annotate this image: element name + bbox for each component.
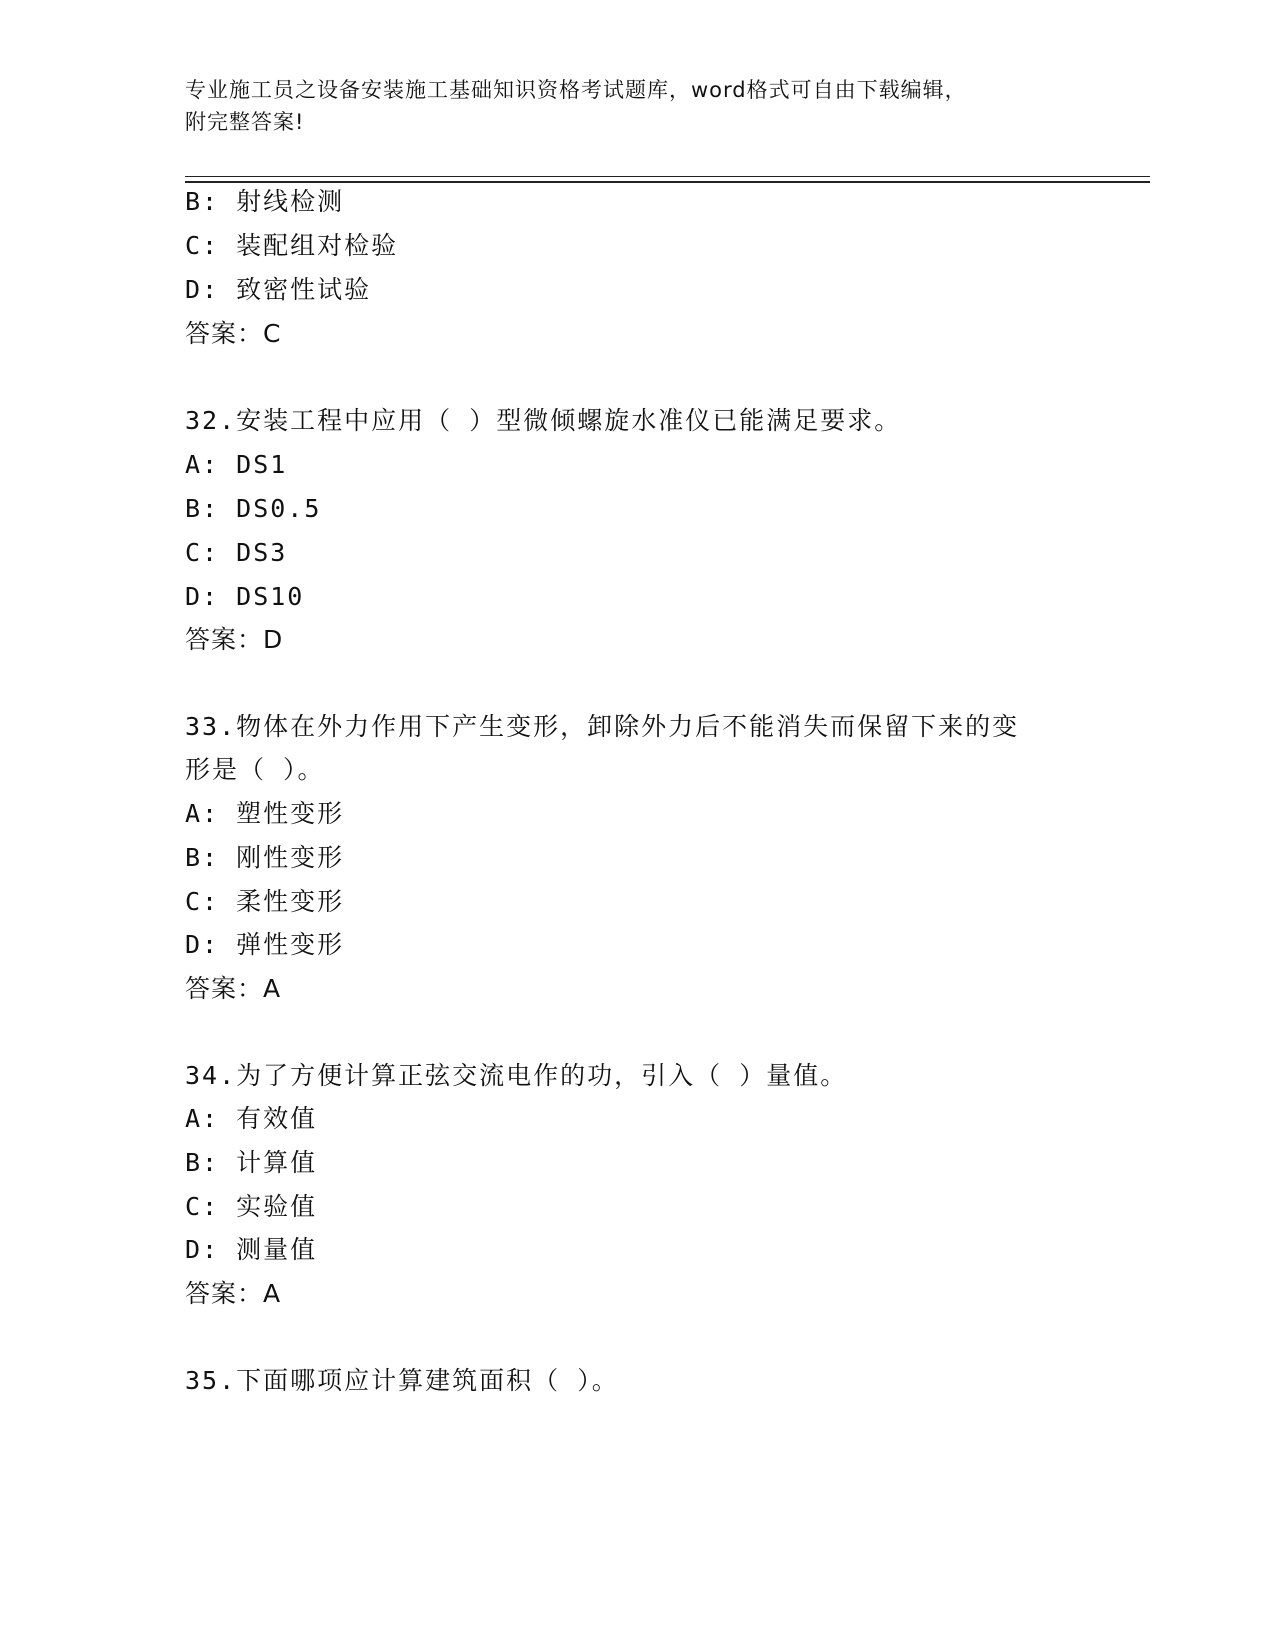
q33-stem-line-1: 33.物体在外力作用下产生变形，卸除外力后不能消失而保留下来的变	[185, 712, 1020, 741]
q33-answer: 答案：A	[185, 974, 282, 1003]
q34-stem: 34.为了方便计算正弦交流电作的功，引入（ ）量值。	[185, 1061, 848, 1090]
q31-answer: 答案：C	[185, 319, 282, 348]
q34-option-b: B: 计算值	[185, 1148, 318, 1177]
q32-option-d: D: DS10	[185, 582, 305, 611]
q34-option-a: A: 有效值	[185, 1104, 318, 1133]
header-divider	[185, 176, 1150, 183]
q34-option-d: D: 测量值	[185, 1235, 318, 1264]
q33-option-b: B: 刚性变形	[185, 843, 345, 872]
q34-answer: 答案：A	[185, 1279, 282, 1308]
q32-answer: 答案：D	[185, 625, 284, 654]
header-line-2: 附完整答案!	[185, 110, 305, 134]
q33-option-c: C: 柔性变形	[185, 887, 345, 916]
q35-stem: 35.下面哪项应计算建筑面积（ ）。	[185, 1366, 619, 1395]
q32-stem: 32.安装工程中应用（ ）型微倾螺旋水准仪已能满足要求。	[185, 406, 902, 435]
q31-option-b: B: 射线检测	[185, 187, 345, 216]
q33-option-d: D: 弹性变形	[185, 930, 345, 959]
q31-option-d: D: 致密性试验	[185, 275, 372, 304]
q33-option-a: A: 塑性变形	[185, 799, 345, 828]
q34-option-c: C: 实验值	[185, 1192, 318, 1221]
q32-option-a: A: DS1	[185, 450, 288, 479]
q31-option-c: C: 装配组对检验	[185, 231, 399, 260]
q33-stem-line-2: 形是（ ）。	[185, 755, 325, 784]
document-header	[185, 74, 1085, 138]
header-line-1: 专业施工员之设备安装施工基础知识资格考试题库，word格式可自由下载编辑，	[185, 78, 967, 102]
q32-option-b: B: DS0.5	[185, 494, 322, 523]
q32-option-c: C: DS3	[185, 538, 288, 567]
